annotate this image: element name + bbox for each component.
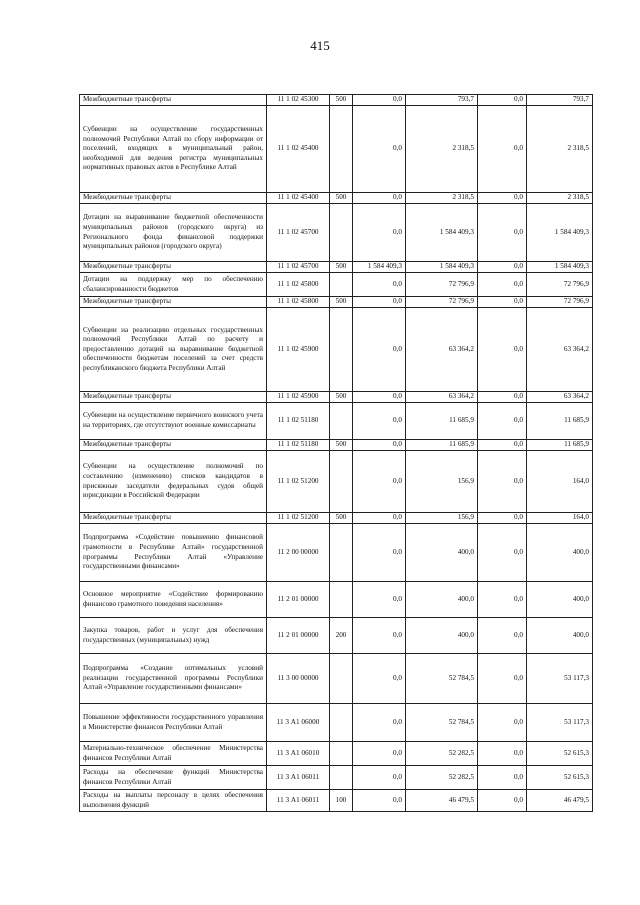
row-name: Дотации на поддержку мер по обеспечению сбалансированности бюджетов: [80, 273, 267, 297]
row-code: 11 3 А1 06000: [267, 704, 330, 742]
row-code: 11 3 00 00000: [267, 654, 330, 704]
row-value-4: 400,0: [527, 524, 593, 582]
row-expense-type: [330, 273, 353, 297]
row-name: Расходы на обеспечение функций Министерства финансов Республики Алтай: [80, 766, 267, 790]
table-row: [80, 308, 593, 392]
row-name: Межбюджетные трансферты: [80, 193, 267, 204]
row-value-2: 63 364,2: [406, 308, 478, 392]
row-name: Основное мероприятие «Содействие формированию финансово грамотного поведения населения»: [80, 582, 267, 618]
row-code: 11 1 02 45900: [267, 392, 330, 403]
row-value-3: 0,0: [478, 204, 527, 262]
row-value-3: 0,0: [478, 451, 527, 513]
row-name: Дотации на выравнивание бюджетной обеспеченности муниципальных районов (городского округа) из Регионального фонда финансовой поддержки муниципальных районов (городского округа): [80, 204, 267, 262]
budget-table-body: [80, 95, 593, 812]
row-code: 11 1 02 45900: [267, 308, 330, 392]
row-value-1: 0,0: [353, 790, 406, 812]
row-value-4: 72 796,9: [527, 273, 593, 297]
row-code: 11 1 02 45400: [267, 193, 330, 204]
row-code: 11 1 02 45300: [267, 95, 330, 106]
row-expense-type: 500: [330, 392, 353, 403]
row-value-3: 0,0: [478, 440, 527, 451]
row-value-1: 1 584 409,3: [353, 262, 406, 273]
row-value-3: 0,0: [478, 582, 527, 618]
row-value-3: 0,0: [478, 308, 527, 392]
row-value-3: 0,0: [478, 262, 527, 273]
row-name: Межбюджетные трансферты: [80, 262, 267, 273]
row-expense-type: 500: [330, 513, 353, 524]
row-name: Субвенции на осуществление полномочий по составлению (изменению) списков кандидатов в присяжные заседатели федеральных судов общей юрисдикции в Российской Федерации: [80, 451, 267, 513]
row-value-4: 400,0: [527, 582, 593, 618]
row-value-2: 52 784,5: [406, 704, 478, 742]
row-value-1: 0,0: [353, 654, 406, 704]
table-row: [80, 451, 593, 513]
row-expense-type: 200: [330, 618, 353, 654]
row-name: Повышение эффективности государственного управления в Министерстве финансов Республики Алтай: [80, 704, 267, 742]
row-expense-type: [330, 106, 353, 193]
row-value-2: 2 318,5: [406, 193, 478, 204]
row-value-3: 0,0: [478, 742, 527, 766]
row-value-3: 0,0: [478, 403, 527, 440]
row-expense-type: [330, 654, 353, 704]
row-value-1: 0,0: [353, 193, 406, 204]
row-value-4: 400,0: [527, 618, 593, 654]
row-value-4: 1 584 409,3: [527, 204, 593, 262]
row-value-2: 72 796,9: [406, 273, 478, 297]
row-value-2: 11 685,9: [406, 403, 478, 440]
row-name: Закупка товаров, работ и услуг для обеспечения государственных (муниципальных) нужд: [80, 618, 267, 654]
row-value-1: 0,0: [353, 742, 406, 766]
row-name: Материально-техническое обеспечение Министерства финансов Республики Алтай: [80, 742, 267, 766]
table-row: [80, 618, 593, 654]
row-name: Межбюджетные трансферты: [80, 513, 267, 524]
row-value-2: 400,0: [406, 618, 478, 654]
row-expense-type: 100: [330, 790, 353, 812]
row-code: 11 2 01 00000: [267, 618, 330, 654]
row-value-4: 793,7: [527, 95, 593, 106]
table-row: [80, 766, 593, 790]
row-value-2: 1 584 409,3: [406, 262, 478, 273]
row-expense-type: [330, 704, 353, 742]
row-value-2: 1 584 409,3: [406, 204, 478, 262]
row-code: 11 1 02 45800: [267, 273, 330, 297]
row-value-4: 11 685,9: [527, 440, 593, 451]
row-value-2: 63 364,2: [406, 392, 478, 403]
row-expense-type: [330, 204, 353, 262]
row-name: Расходы на выплаты персоналу в целях обеспечения выполнения функций: [80, 790, 267, 812]
row-value-4: 52 615,3: [527, 766, 593, 790]
table-row: [80, 193, 593, 204]
row-value-2: 52 784,5: [406, 654, 478, 704]
row-value-3: 0,0: [478, 618, 527, 654]
row-value-2: 52 282,5: [406, 766, 478, 790]
row-value-4: 46 479,5: [527, 790, 593, 812]
row-name: Межбюджетные трансферты: [80, 95, 267, 106]
table-row: [80, 742, 593, 766]
row-value-1: 0,0: [353, 106, 406, 193]
row-code: 11 3 А1 06011: [267, 790, 330, 812]
row-value-2: 52 282,5: [406, 742, 478, 766]
row-name: Подпрограмма «Содействие повышению финансовой грамотности в Республике Алтай» государственной программы Республики Алтай «Управление государственными финансами»: [80, 524, 267, 582]
row-expense-type: 500: [330, 262, 353, 273]
row-value-2: 2 318,5: [406, 106, 478, 193]
row-value-3: 0,0: [478, 95, 527, 106]
row-name: Субвенции на осуществление государственных полномочий Республики Алтай по сбору информации от поселений, входящих в муниципальный район, необходимой для ведения регистра муниципальных нормативных правовых актов в Республике Алтай: [80, 106, 267, 193]
row-value-4: 11 685,9: [527, 403, 593, 440]
row-code: 11 1 02 45800: [267, 297, 330, 308]
row-value-1: 0,0: [353, 513, 406, 524]
table-row: [80, 704, 593, 742]
row-value-2: 46 479,5: [406, 790, 478, 812]
row-name: Субвенции на осуществление первичного воинского учета на территориях, где отсутствуют военные комиссариаты: [80, 403, 267, 440]
row-value-1: 0,0: [353, 297, 406, 308]
row-value-1: 0,0: [353, 766, 406, 790]
row-value-4: 63 364,2: [527, 392, 593, 403]
row-value-3: 0,0: [478, 392, 527, 403]
row-expense-type: 500: [330, 440, 353, 451]
row-code: 11 1 02 51200: [267, 451, 330, 513]
page-number: 415: [310, 38, 330, 53]
row-code: 11 1 02 51200: [267, 513, 330, 524]
row-value-1: 0,0: [353, 204, 406, 262]
table-row: [80, 392, 593, 403]
row-code: 11 1 02 51180: [267, 403, 330, 440]
row-code: 11 3 А1 06011: [267, 766, 330, 790]
table-row: [80, 654, 593, 704]
row-value-3: 0,0: [478, 654, 527, 704]
row-value-1: 0,0: [353, 704, 406, 742]
row-value-4: 63 364,2: [527, 308, 593, 392]
row-value-2: 72 796,9: [406, 297, 478, 308]
row-code: 11 1 02 45400: [267, 106, 330, 193]
table-row: [80, 262, 593, 273]
row-value-2: 400,0: [406, 524, 478, 582]
table-row: [80, 790, 593, 812]
row-value-2: 156,9: [406, 451, 478, 513]
table-row: [80, 524, 593, 582]
row-name: Субвенции на реализацию отдельных государственных полномочий Республики Алтай по расчету и предоставлению дотаций на выравнивание бюджетной обеспеченности бюджетам поселений за счет средств республиканского бюджета Республики Алтай: [80, 308, 267, 392]
row-value-4: 53 117,3: [527, 654, 593, 704]
row-value-1: 0,0: [353, 392, 406, 403]
row-value-1: 0,0: [353, 403, 406, 440]
table-row: [80, 582, 593, 618]
table-row: [80, 297, 593, 308]
table-row: [80, 403, 593, 440]
row-value-3: 0,0: [478, 106, 527, 193]
row-value-3: 0,0: [478, 193, 527, 204]
row-value-1: 0,0: [353, 308, 406, 392]
row-name: Межбюджетные трансферты: [80, 297, 267, 308]
table-row: [80, 95, 593, 106]
row-value-4: 72 796,9: [527, 297, 593, 308]
table-row: [80, 273, 593, 297]
row-expense-type: [330, 766, 353, 790]
row-expense-type: [330, 742, 353, 766]
row-value-1: 0,0: [353, 618, 406, 654]
row-value-4: 2 318,5: [527, 193, 593, 204]
row-value-2: 156,9: [406, 513, 478, 524]
row-value-1: 0,0: [353, 451, 406, 513]
row-expense-type: [330, 524, 353, 582]
row-expense-type: [330, 451, 353, 513]
row-value-4: 164,0: [527, 451, 593, 513]
row-name: Межбюджетные трансферты: [80, 440, 267, 451]
row-value-1: 0,0: [353, 524, 406, 582]
row-value-2: 793,7: [406, 95, 478, 106]
row-expense-type: [330, 582, 353, 618]
row-value-3: 0,0: [478, 273, 527, 297]
row-value-4: 2 318,5: [527, 106, 593, 193]
row-value-1: 0,0: [353, 95, 406, 106]
row-value-4: 52 615,3: [527, 742, 593, 766]
row-expense-type: 500: [330, 95, 353, 106]
row-code: 11 3 А1 06010: [267, 742, 330, 766]
row-code: 11 2 01 00000: [267, 582, 330, 618]
row-value-2: 400,0: [406, 582, 478, 618]
row-code: 11 1 02 51180: [267, 440, 330, 451]
table-row: [80, 204, 593, 262]
row-value-4: 1 584 409,3: [527, 262, 593, 273]
row-value-3: 0,0: [478, 766, 527, 790]
row-value-3: 0,0: [478, 513, 527, 524]
row-value-2: 11 685,9: [406, 440, 478, 451]
row-code: 11 1 02 45700: [267, 262, 330, 273]
row-value-1: 0,0: [353, 582, 406, 618]
row-value-4: 164,0: [527, 513, 593, 524]
row-expense-type: [330, 308, 353, 392]
row-expense-type: [330, 403, 353, 440]
table-row: [80, 513, 593, 524]
row-expense-type: 500: [330, 297, 353, 308]
row-expense-type: 500: [330, 193, 353, 204]
row-value-3: 0,0: [478, 704, 527, 742]
row-value-3: 0,0: [478, 524, 527, 582]
row-value-3: 0,0: [478, 790, 527, 812]
row-code: 11 2 00 00000: [267, 524, 330, 582]
budget-table: [79, 94, 593, 812]
table-row: [80, 106, 593, 193]
row-code: 11 1 02 45700: [267, 204, 330, 262]
row-value-3: 0,0: [478, 297, 527, 308]
table-row: [80, 440, 593, 451]
row-value-4: 53 117,3: [527, 704, 593, 742]
row-value-1: 0,0: [353, 273, 406, 297]
row-value-1: 0,0: [353, 440, 406, 451]
row-name: Подпрограмма «Создание оптимальных условий реализации государственной программы Республики Алтай «Управление государственными финансами»: [80, 654, 267, 704]
row-name: Межбюджетные трансферты: [80, 392, 267, 403]
